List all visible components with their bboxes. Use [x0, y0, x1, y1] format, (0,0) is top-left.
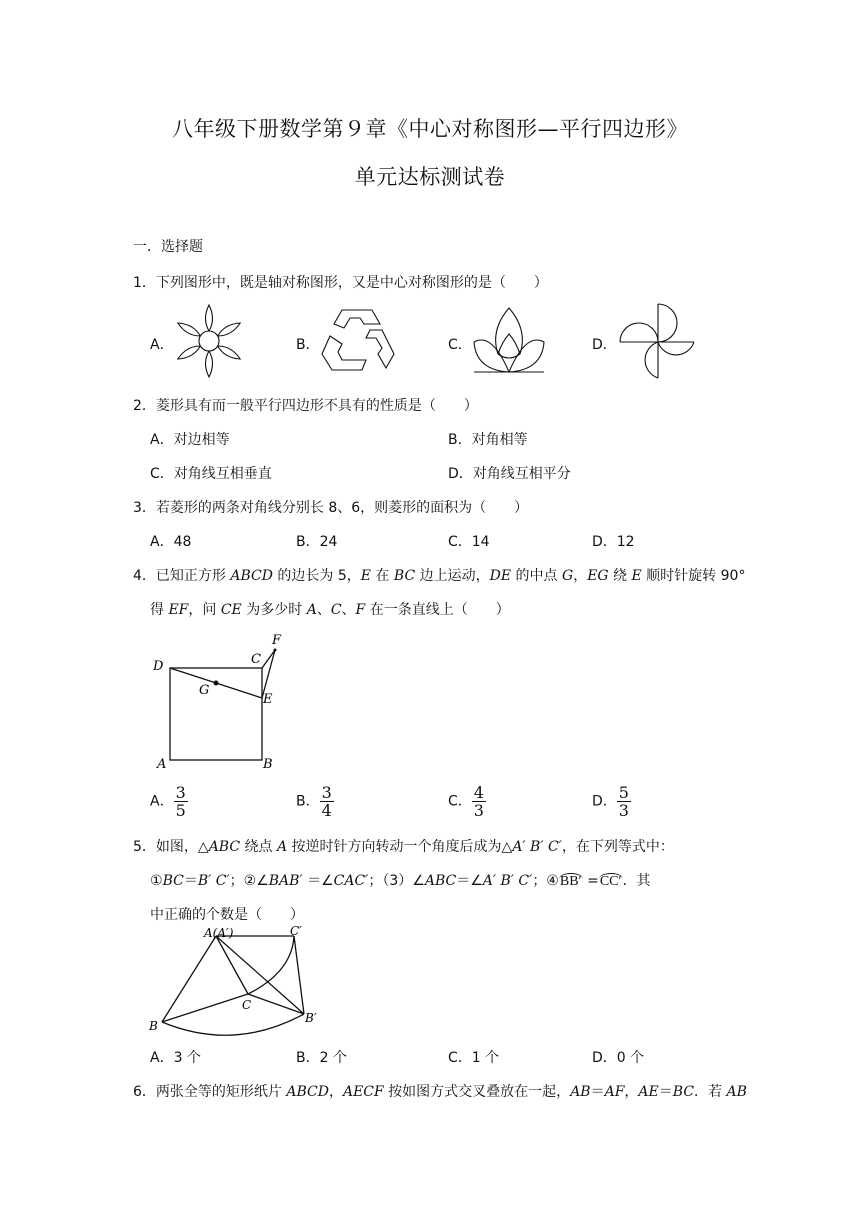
q4-stem-line2: 得 EF，问 CE 为多少时 A、C、F 在一条直线上（ ） [150, 602, 510, 618]
q1-option-a-label: A． [150, 337, 174, 353]
q4-label-a: A [157, 757, 167, 772]
q1-option-b-label: B． [296, 337, 320, 353]
q5-stem-line1: 5．如图，△ABC 绕点 A 按逆时针方向转动一个角度后成为△A′ B′ C′，在下列等式中： [133, 839, 674, 855]
q4-stem-line1: 4．已知正方形 ABCD 的边长为 5，E 在 BC 边上运动，DE 的中点 G，EG 绕 E 顺时针旋转 90° [133, 568, 746, 584]
q2-option-a: A．对边相等 [150, 432, 230, 448]
q5-rotation-figure [144, 924, 334, 1042]
q4-label-f: F [272, 633, 282, 648]
q5-label-a: A(A′) [204, 926, 234, 940]
q2-stem: 2．菱形具有而一般平行四边形不具有的性质是（ ） [133, 398, 478, 414]
q1-option-d-label: D． [592, 337, 617, 353]
q1-option-c-label: C． [448, 337, 472, 353]
q3-option-a: A．48 [150, 534, 192, 550]
q1-recycle-figure [320, 306, 396, 376]
document-title-line2: 单元达标测试卷 [354, 165, 506, 189]
q4-label-g: G [199, 683, 210, 698]
q5-option-d: D．0 个 [592, 1050, 645, 1066]
q6-stem-line1: 6．两张全等的矩形纸片 ABCD，AECF 按如图方式交叉叠放在一起，AB＝AF，AE＝BC．若 AB [133, 1084, 747, 1100]
q4-option-c: C． $\frac{4}{3}$ [448, 783, 484, 820]
q5-option-c: C．1 个 [448, 1050, 500, 1066]
q4-option-d: D． $\frac{5}{3}$ [592, 783, 629, 820]
q1-stem: 1．下列图形中，既是轴对称图形，又是中心对称图形的是（ ） [133, 275, 548, 291]
q4-label-b: B [263, 757, 273, 772]
q4-option-a: A． $\frac{3}{5}$ [150, 783, 186, 820]
q3-option-b: B．24 [296, 534, 338, 550]
section-heading: 一．选择题 [133, 239, 203, 255]
document-title-line1: 八年级下册数学第９章《中心对称图形—平行四边形》 [172, 117, 688, 141]
q4-label-d: D [153, 659, 164, 674]
q4-label-c: C [251, 652, 261, 667]
q1-pinwheel-figure [618, 302, 698, 382]
q5-option-b: B．2 个 [296, 1050, 347, 1066]
q4-option-b: B． $\frac{3}{4}$ [296, 783, 332, 820]
q3-stem: 3．若菱形的两条对角线分别长 8、6，则菱形的面积为（ ） [133, 500, 529, 516]
q4-label-e: E [263, 692, 273, 707]
q5-option-a: A．3 个 [150, 1050, 201, 1066]
q2-option-c: C．对角线互相垂直 [150, 466, 272, 482]
q3-option-c: C．14 [448, 534, 490, 550]
q2-option-d: D．对角线互相平分 [448, 466, 571, 482]
q2-option-b: B．对角相等 [448, 432, 528, 448]
q5-label-b-prime: B′ [305, 1011, 317, 1025]
q5-stem-line2: ①BC＝B′ C′；②∠BAB′ ＝∠CAC′；（3）∠ABC＝∠A′ B′ C′；④BB′ =CC′．其 [150, 873, 651, 889]
q5-label-c-prime: C′ [290, 924, 302, 938]
q1-flower-figure [170, 302, 248, 380]
q5-stem-line3: 中正确的个数是（ ） [150, 907, 304, 923]
q1-lotus-figure [472, 304, 546, 376]
q5-label-b: B [149, 1019, 158, 1033]
q5-label-c: C [242, 998, 252, 1012]
q4-square-figure [150, 628, 290, 774]
q3-option-d: D．12 [592, 534, 635, 550]
